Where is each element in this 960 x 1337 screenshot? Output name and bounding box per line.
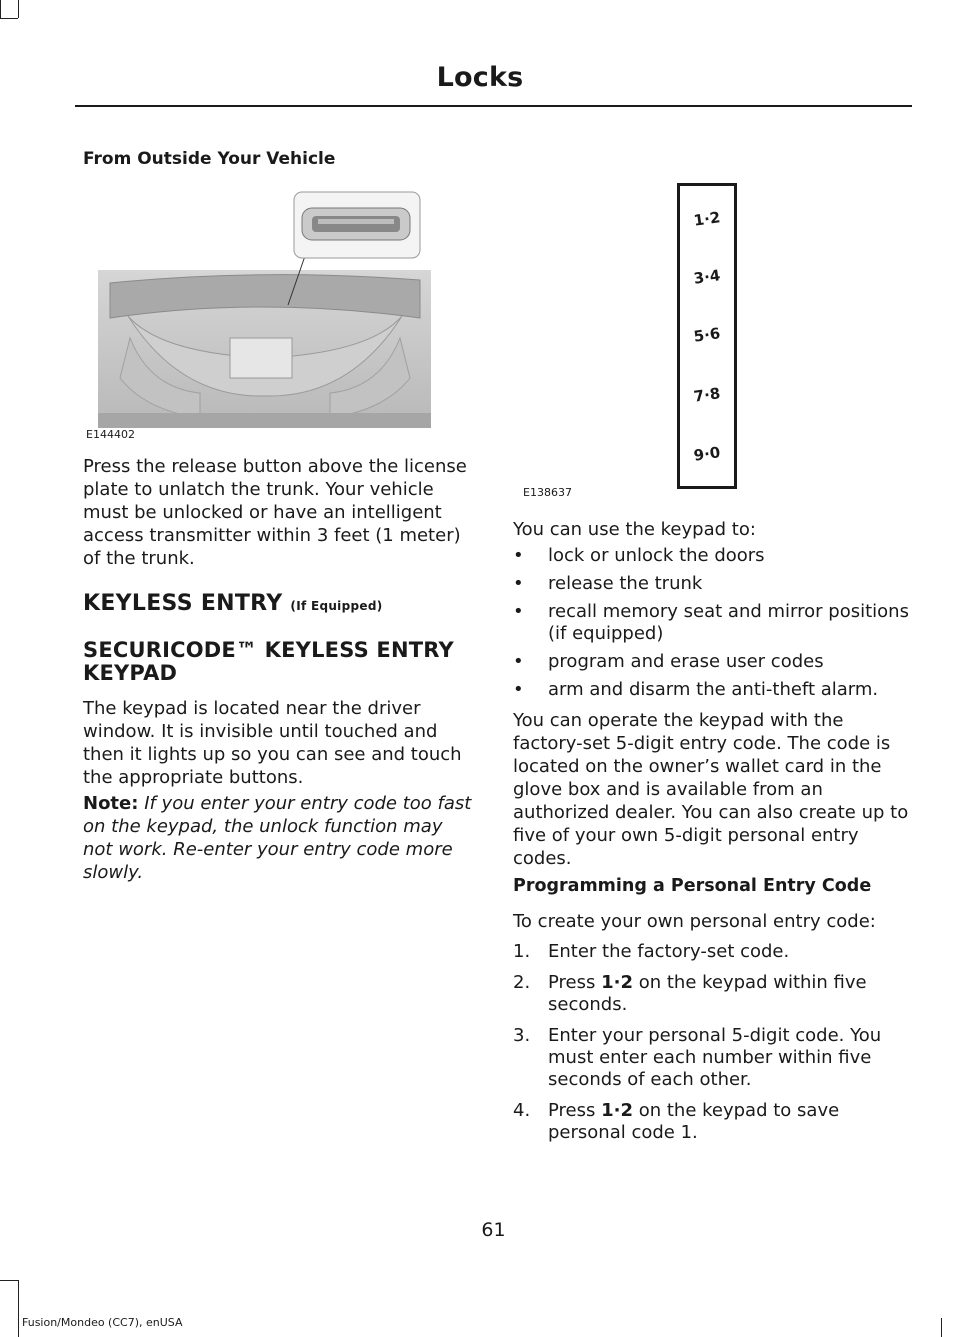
crop-mark bbox=[0, 1280, 18, 1281]
list-item bbox=[513, 601, 910, 645]
figure-code: E144402 bbox=[86, 428, 135, 441]
list-item-text: recall memory seat and mirror positions (if equipped) bbox=[548, 601, 909, 644]
list-item bbox=[513, 545, 910, 567]
crop-mark bbox=[0, 0, 1, 18]
document-id: Fusion/Mondeo (CC7), enUSA bbox=[22, 1316, 183, 1329]
bullet: • bbox=[513, 679, 524, 700]
entry-code-paragraph: You can operate the keypad with the factory-set 5-digit entry code. The code is located on the owner’s wallet card in the glove box and is available from an authorized dealer. You can also create up to five of your own 5-digit personal entry codes. bbox=[513, 710, 909, 869]
step-text: Press bbox=[548, 972, 602, 993]
heading-text: KEYLESS ENTRY bbox=[83, 591, 283, 616]
note-text: If you enter your entry code too fast on the keypad, the unlock function may not work. Re-enter your entry code more slowly. bbox=[83, 793, 472, 883]
steps-list bbox=[513, 941, 910, 1150]
list-item bbox=[513, 651, 910, 673]
keypad-key: 3·4 bbox=[692, 266, 722, 288]
step-number: 1. bbox=[513, 941, 531, 962]
list-item bbox=[513, 679, 910, 701]
list-item-text: program and erase user codes bbox=[548, 651, 824, 672]
step-item bbox=[513, 972, 910, 1016]
keypad-key: 9·0 bbox=[692, 443, 722, 465]
keypad-illustration bbox=[677, 183, 737, 489]
list-item-text: arm and disarm the anti-theft alarm. bbox=[548, 679, 879, 700]
step-item bbox=[513, 1025, 910, 1091]
keypad-location-paragraph: The keypad is located near the driver window. It is invisible until touched and then it lights up so you can see and touch the appropriate buttons. bbox=[83, 698, 462, 788]
step-number: 3. bbox=[513, 1025, 531, 1046]
note-label: Note: bbox=[83, 793, 139, 814]
heading-suffix: (If Equipped) bbox=[290, 599, 383, 613]
key-label: 1·2 bbox=[601, 1100, 633, 1121]
keypad-uses-intro: You can use the keypad to: bbox=[513, 519, 756, 540]
step-number: 2. bbox=[513, 972, 531, 993]
step-number: 4. bbox=[513, 1100, 531, 1121]
page-title: Locks bbox=[436, 62, 524, 93]
list-item bbox=[513, 573, 910, 595]
bullet: • bbox=[513, 573, 524, 594]
steps-intro: To create your own personal entry code: bbox=[513, 911, 876, 932]
step-text: on the keypad within five seconds. bbox=[548, 972, 867, 1015]
step-item bbox=[513, 1100, 910, 1144]
list-item-text: lock or unlock the doors bbox=[548, 545, 765, 566]
trunk-release-illustration bbox=[90, 188, 435, 438]
note bbox=[83, 792, 477, 884]
crop-mark bbox=[0, 18, 18, 19]
section-heading-keyless-entry bbox=[83, 592, 477, 618]
step-text: Enter your personal 5-digit code. You must enter each number within five seconds of each other. bbox=[548, 1025, 882, 1090]
step-text: on the keypad to save personal code 1. bbox=[548, 1100, 840, 1143]
crop-mark bbox=[18, 1280, 19, 1337]
bullet: • bbox=[513, 601, 524, 622]
key-label: 1·2 bbox=[601, 972, 633, 993]
keypad-key: 5·6 bbox=[692, 324, 722, 346]
list-item-text: release the trunk bbox=[548, 573, 703, 594]
header-rule bbox=[75, 105, 912, 107]
section-heading-securicode: SECURICODE™ KEYLESS ENTRY KEYPAD bbox=[83, 638, 454, 685]
section-title: From Outside Your Vehicle bbox=[83, 149, 336, 169]
step-text: Enter the factory-set code. bbox=[548, 941, 790, 962]
crop-mark bbox=[941, 1318, 942, 1337]
step-text: Press bbox=[548, 1100, 602, 1121]
bullet: • bbox=[513, 651, 524, 672]
bullet: • bbox=[513, 545, 524, 566]
keypad-key: 7·8 bbox=[692, 384, 722, 406]
keypad-key: 1·2 bbox=[692, 208, 722, 230]
figure-code: E138637 bbox=[523, 486, 572, 499]
step-item bbox=[513, 941, 910, 963]
subheading: Programming a Personal Entry Code bbox=[513, 876, 872, 896]
trunk-release-paragraph: Press the release button above the license plate to unlatch the trunk. Your vehicle must be unlocked or have an intelligent access transmitter within 3 feet (1 meter) of the trunk. bbox=[83, 456, 467, 569]
page-number: 61 bbox=[481, 1219, 506, 1241]
keypad-uses-list bbox=[513, 545, 910, 707]
crop-mark bbox=[18, 0, 19, 18]
